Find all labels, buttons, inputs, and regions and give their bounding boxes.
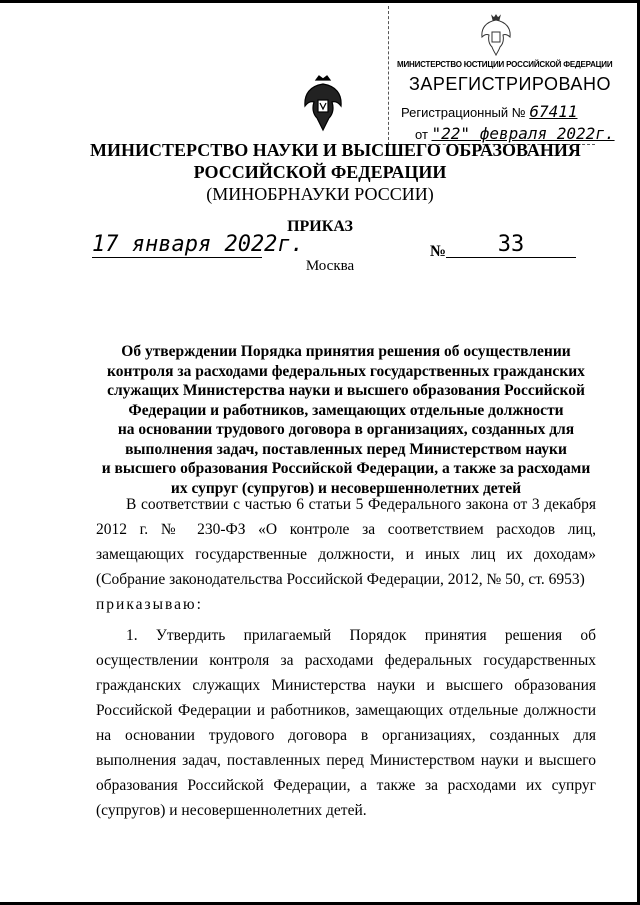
title-line: их супруг (супругов) и несовершеннолетних детей (170, 479, 522, 497)
stamp-coat-of-arms-icon (479, 12, 513, 56)
order-title (96, 342, 596, 498)
stamp-date-prefix: от (415, 127, 428, 142)
order-date: 17 января 2022г. (92, 232, 304, 257)
order-item-1: 1. Утвердить прилагаемый Порядок принятия решения об осуществлении контроля за расходами федеральных государственных гражданских служащих Министерства науки и высшего образования Российской Федерации и работников, замещающих отдельные должности на основании трудового договора в организациях, созданных для выполнения задач, поставленных перед Министерством науки и высшего образования Российской Федерации, а также за расходами их супруг (супругов) и несовершеннолетних детей. (96, 627, 596, 819)
document-type: ПРИКАЗ (287, 218, 353, 235)
order-number-label: № (430, 243, 447, 260)
stamp-registered-label: ЗАРЕГИСТРИРОВАНО (409, 74, 611, 94)
order-number: 33 (446, 232, 576, 258)
ministry-abbreviation: (МИНОБРНАУКИ РОССИИ) (206, 184, 434, 204)
title-line: Федерации и работников, замещающих отдельные должности (128, 401, 564, 419)
order-city: Москва (305, 258, 355, 274)
orders-word: приказываю: (96, 596, 203, 613)
order-body (96, 492, 596, 823)
stamp-reg-label: Регистрационный № (401, 105, 526, 120)
coat-of-arms-icon (302, 74, 344, 132)
stamp-date-value: "22" февраля 2022г. (431, 124, 615, 143)
title-line: и высшего образования Российской Федерации, а также за расходами (101, 460, 591, 477)
title-line: на основании трудового договора в организациях, созданных для (117, 421, 575, 438)
title-line: контроля за расходами федеральных государственных гражданских (107, 362, 585, 380)
stamp-registration-line (401, 102, 578, 121)
frame-top-border (0, 0, 640, 3)
registration-stamp (388, 6, 615, 145)
title-line: выполнения задач, поставленных перед Министерством науки (125, 440, 567, 458)
title-line: Об утверждении Порядка принятия решения об осуществлении (121, 343, 571, 360)
stamp-reg-number: 67411 (529, 102, 578, 121)
stamp-ministry-name: МИНИСТЕРСТВО ЮСТИЦИИ РОССИЙСКОЙ ФЕДЕРАЦИИ (397, 60, 613, 69)
ministry-name-line2: РОССИЙСКОЙ ФЕДЕРАЦИИ (193, 162, 447, 182)
title-line: служащих Министерства науки и высшего образования Российской (107, 382, 585, 399)
ministry-name-line1: МИНИСТЕРСТВО НАУКИ И ВЫСШЕГО ОБРАЗОВАНИЯ (90, 140, 581, 160)
preamble-paragraph: В соответствии с частью 6 статьи 5 Федерального закона от 3 декабря 2012 г. № 230-ФЗ «О контроле за соответствием расходов лиц, замещающих государственные должности, и иных лиц их доходам» (Собрание законодательства Российской Федерации, 2012, № 50, ст. 6953) (96, 496, 596, 588)
